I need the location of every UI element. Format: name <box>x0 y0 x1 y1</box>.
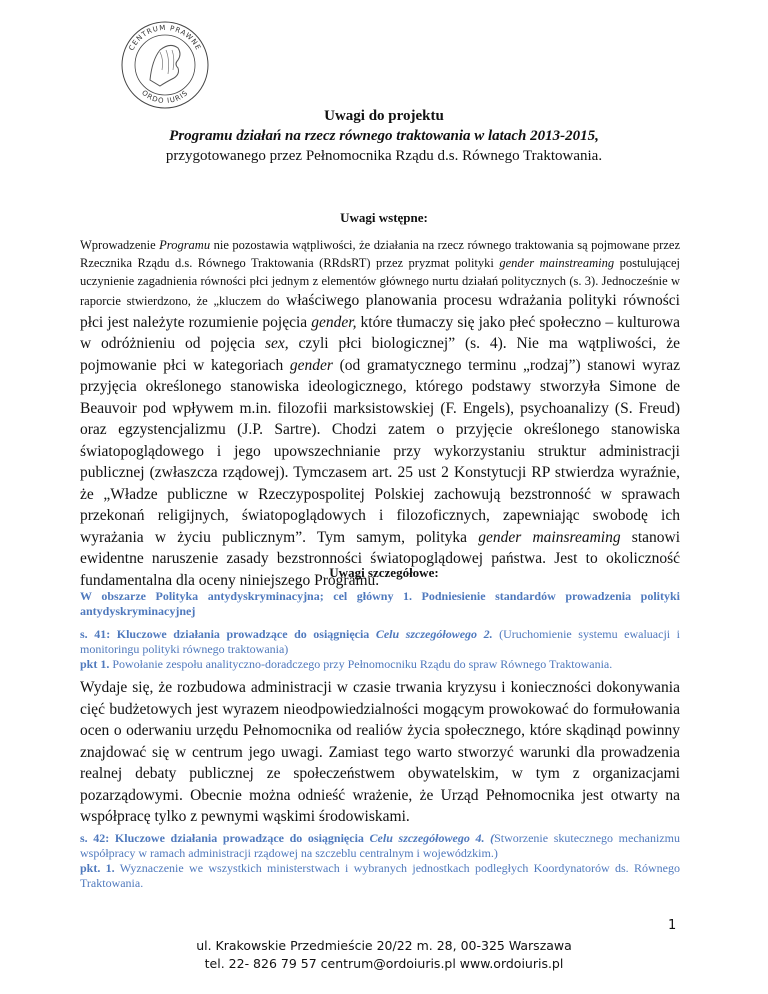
s41-block: s. 41: Kluczowe działania prowadzące do osiągnięcia Celu szczegółowego 2. (Uruchomienie systemu ewaluacji i monitoringu polityki równego traktowania) pkt 1. Powołanie zespołu analityczno-doradczego przy Pełnomocniku Rządu do spraw Równego Traktowania. <box>80 627 680 671</box>
area-heading: W obszarze Polityka antydyskryminacyjna; cel główny 1. Podniesienie standardów prowadzenia polityki antydyskryminacyjnej <box>80 589 680 618</box>
footer-contact: tel. 22- 826 79 57 centrum@ordoiuris.pl www.ordoiuris.pl <box>204 956 564 971</box>
logo-text-bottom: ORDO IURIS <box>140 88 190 106</box>
doc-title-line3: przygotowanego przez Pełnomocnika Rządu d.s. Równego Traktowania. <box>165 148 603 164</box>
page-number: 1 <box>668 918 677 933</box>
intro-heading: Uwagi wstępne: <box>340 210 428 225</box>
footer-address: ul. Krakowskie Przedmieście 20/22 m. 28, 00-325 Warszawa <box>196 938 572 953</box>
s42-block: s. 42: Kluczowe działania prowadzące do osiągnięcia Celu szczegółowego 4. (Stworzenie skutecznego mechanizmu współpracy w ramach administracji rządowej na szczeblu centralnym i wojewódzkim.) pkt. 1. Wyznaczenie we wszystkich ministerstwach i wybranych jednostkach podległych Koordynatorów ds. Równego Traktowania. <box>80 831 680 890</box>
ordo-iuris-logo <box>120 20 210 110</box>
logo-text-top: CENTRUM PRAWNE <box>127 23 203 52</box>
comment-paragraph: Wydaje się, że rozbudowa administracji w czasie trwania kryzysu i konieczności dokonywania cięć budżetowych jest wyrazem nieodpowiedzialności mogącym prowokować do formułowania ocen o oderwaniu urzędu Pełnomocnika od realiów życia społecznego, które skądinąd powinny znajdować się w centrum jego uwagi. Zamiast tego warto stworzyć warunki dla prowadzenia realnej debaty publicznej ze społeczeństwem obywatelskim, w tym z organizacjami pozarządowymi. Obecnie można odnieść wrażenie, że Urząd Pełnomocnika jest otwarty na współpracę tylko z pewnymi wąskimi środowiskami. <box>80 679 680 825</box>
svg-text:CENTRUM PRAWNE <box>128 24 203 52</box>
details-heading: Uwagi szczegółowe: <box>329 565 439 580</box>
doc-title-line1: Uwagi do projektu <box>324 108 444 124</box>
doc-title-line2: Programu działań na rzecz równego traktowania w latach 2013-2015, <box>169 128 599 144</box>
svg-text:ORDO IURIS <box>140 89 190 105</box>
intro-paragraph: Wprowadzenie Programu nie pozostawia wątpliwości, że działania na rzecz równego traktowania są pojmowane przez Rzecznika Rządu d.s. Równego Traktowania (RRdsRT) przez pryzmat polityki gender mainstreaming postulującej uczynienie zagadnienia równości płci jednym z elementów głównego nurtu działań politycznych (s. 3). Jednocześnie w raporcie stwierdzono, że „kluczem do właściwego planowania procesu wdrażania polityki równości płci jest należyte rozumienie pojęcia gender, które tłumaczy się jako płeć społeczno – kulturowa w odróżnieniu od pojęcia sex, czyli płci biologicznej” (s. 4). Nie ma wątpliwości, że pojmowanie płci w kategoriach gender (od gramatycznego terminu „rodzaj”) stanowi wyraz przyjęcia określonego stanowiska ideologicznego, którego podstawy stworzyła Simone de Beauvoir pod wpływem m.in. filozofii marksistowskiej (F. Engels), psychoanalizy (S. Freud) oraz egzystencjalizmu (J.P. Sartre). Chodzi zatem o przyjęcie określonego stanowiska światopoglądowego i jego upowszechnianie przy wykorzystaniu struktur administracji publicznej (zwłaszcza rządowej). Tymczasem art. 25 ust 2 Konstytucji RP stwierdza wyraźnie, że „Władze publiczne w Rzeczypospolitej Polskiej zachowują bezstronność w sprawach przekonań religijnych, światopoglądowych i filozoficznych, zapewniając swobodę ich wyrażania w życiu publicznym”. Tym samym, polityka gender mainsreaming stanowi ewidentne naruszenie zasady bezstronności światopoglądowej państwa. Jest to okoliczność fundamentalna dla oceny niniejszego Programu. <box>80 238 681 589</box>
